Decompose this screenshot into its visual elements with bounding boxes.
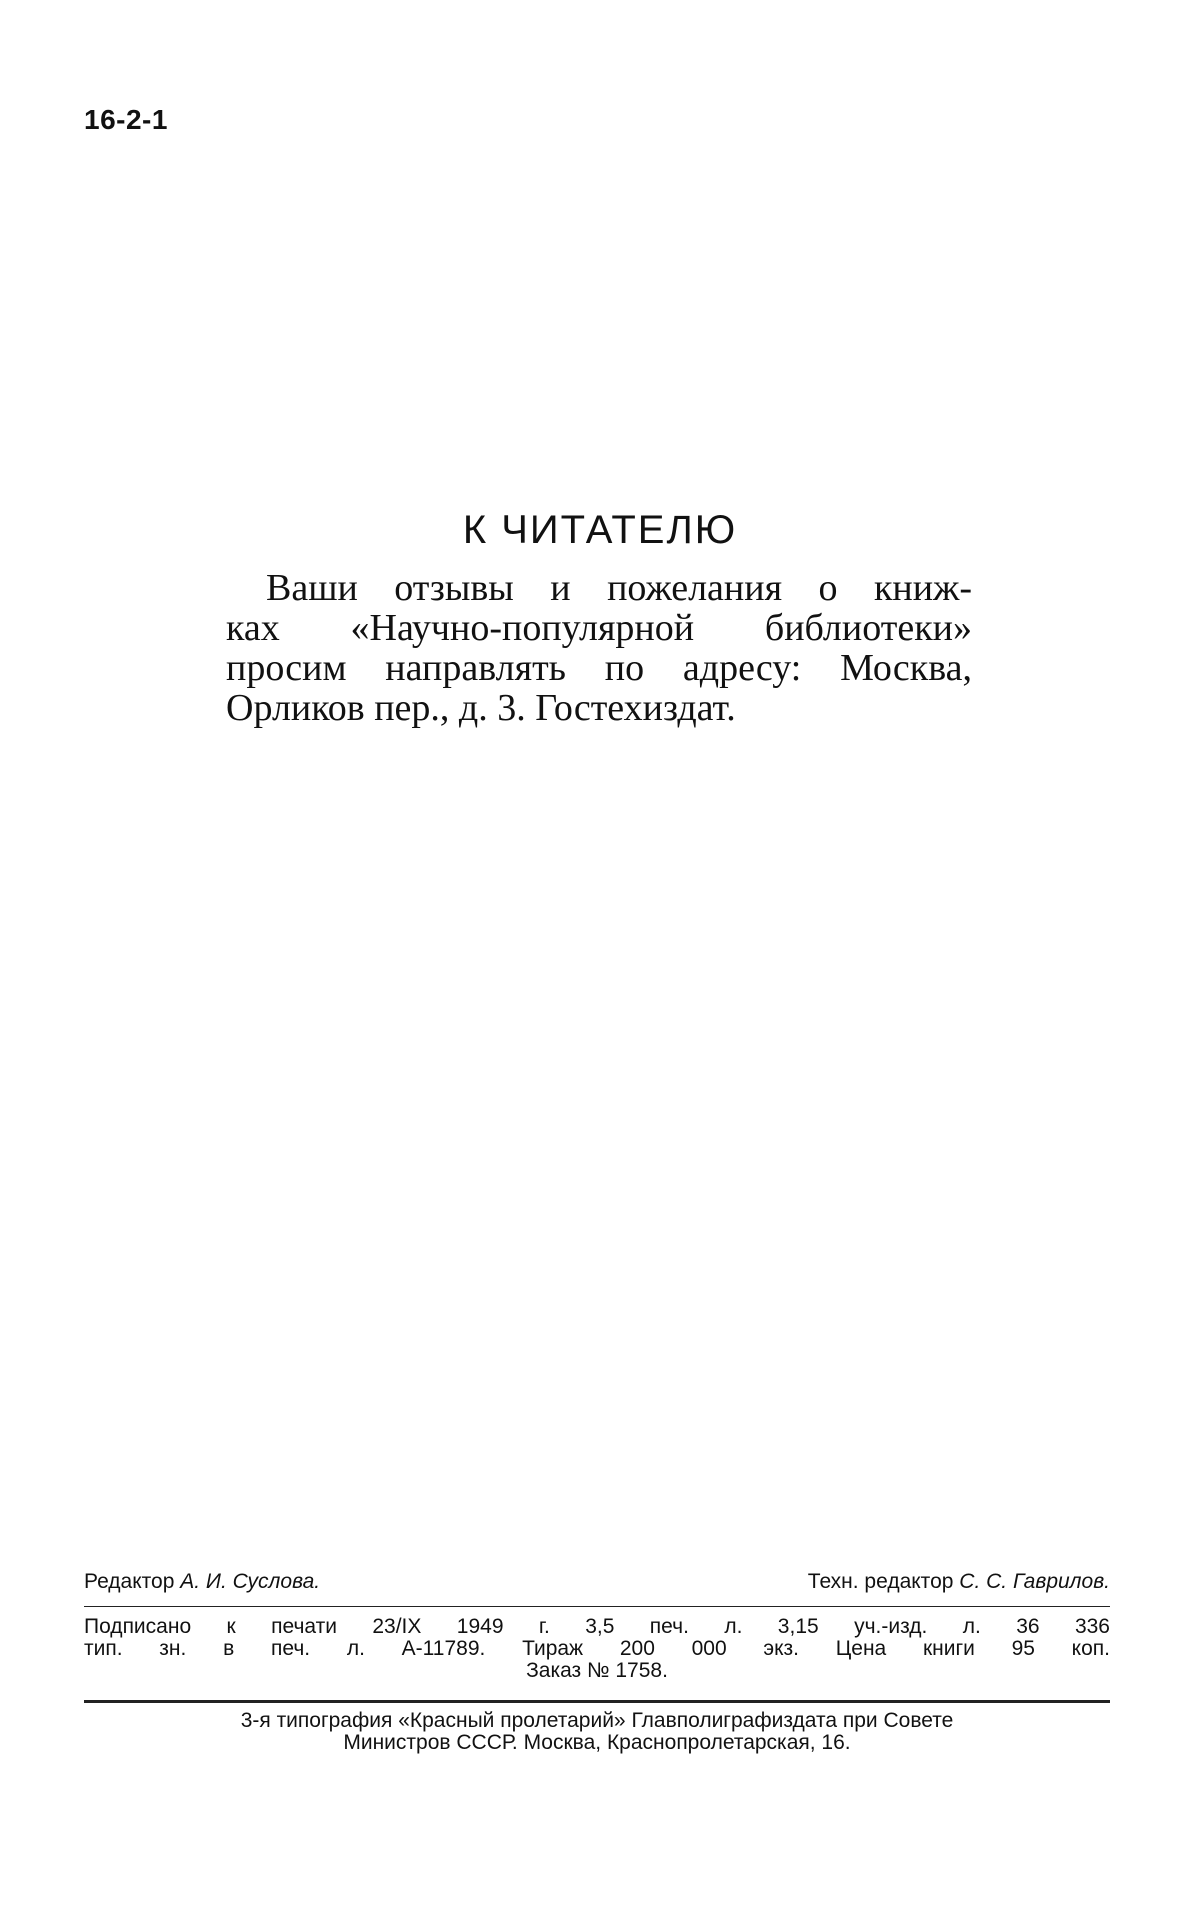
printing-details — [84, 1616, 1110, 1682]
editor-label: Редактор — [84, 1570, 175, 1593]
notice-line: просим направлять по адресу: Москва, — [226, 647, 972, 689]
printing-line: тип. зн. в печ. л. А-11789. Тираж 200 000 экз. Цена книги 95 коп. — [84, 1637, 1110, 1660]
divider — [84, 1700, 1110, 1703]
editor-credit — [84, 1570, 320, 1594]
printer-info — [84, 1710, 1110, 1754]
divider — [84, 1606, 1110, 1607]
order-number: Заказ № 1758. — [526, 1659, 668, 1682]
tech-editor-credit — [808, 1570, 1110, 1594]
notice-body — [226, 568, 972, 728]
notice-line: Ваши отзывы и пожелания о книж- — [266, 567, 972, 609]
tech-editor-label: Техн. редактор — [807, 1570, 954, 1593]
notice-line: Орликов пер., д. 3. Гостехиздат. — [226, 687, 736, 729]
printing-line: Подписано к печати 23/IX 1949 г. 3,5 печ. л. 3,15 уч.-изд. л. 36 336 — [84, 1615, 1110, 1638]
editors-line — [84, 1570, 1110, 1594]
tech-editor-name: С. С. Гаврилов. — [959, 1570, 1110, 1593]
editor-name: А. И. Суслова. — [180, 1570, 321, 1593]
page-code: 16-2-1 — [84, 104, 168, 135]
printer-line: Министров СССР. Москва, Краснопролетарская, 16. — [343, 1731, 851, 1754]
notice-title: К ЧИТАТЕЛЮ — [462, 508, 738, 552]
printer-line: 3-я типография «Красный пролетарий» Главполиграфиздата при Совете — [240, 1709, 954, 1732]
notice-line: ках «Научно-популярной библиотеки» — [226, 607, 972, 649]
